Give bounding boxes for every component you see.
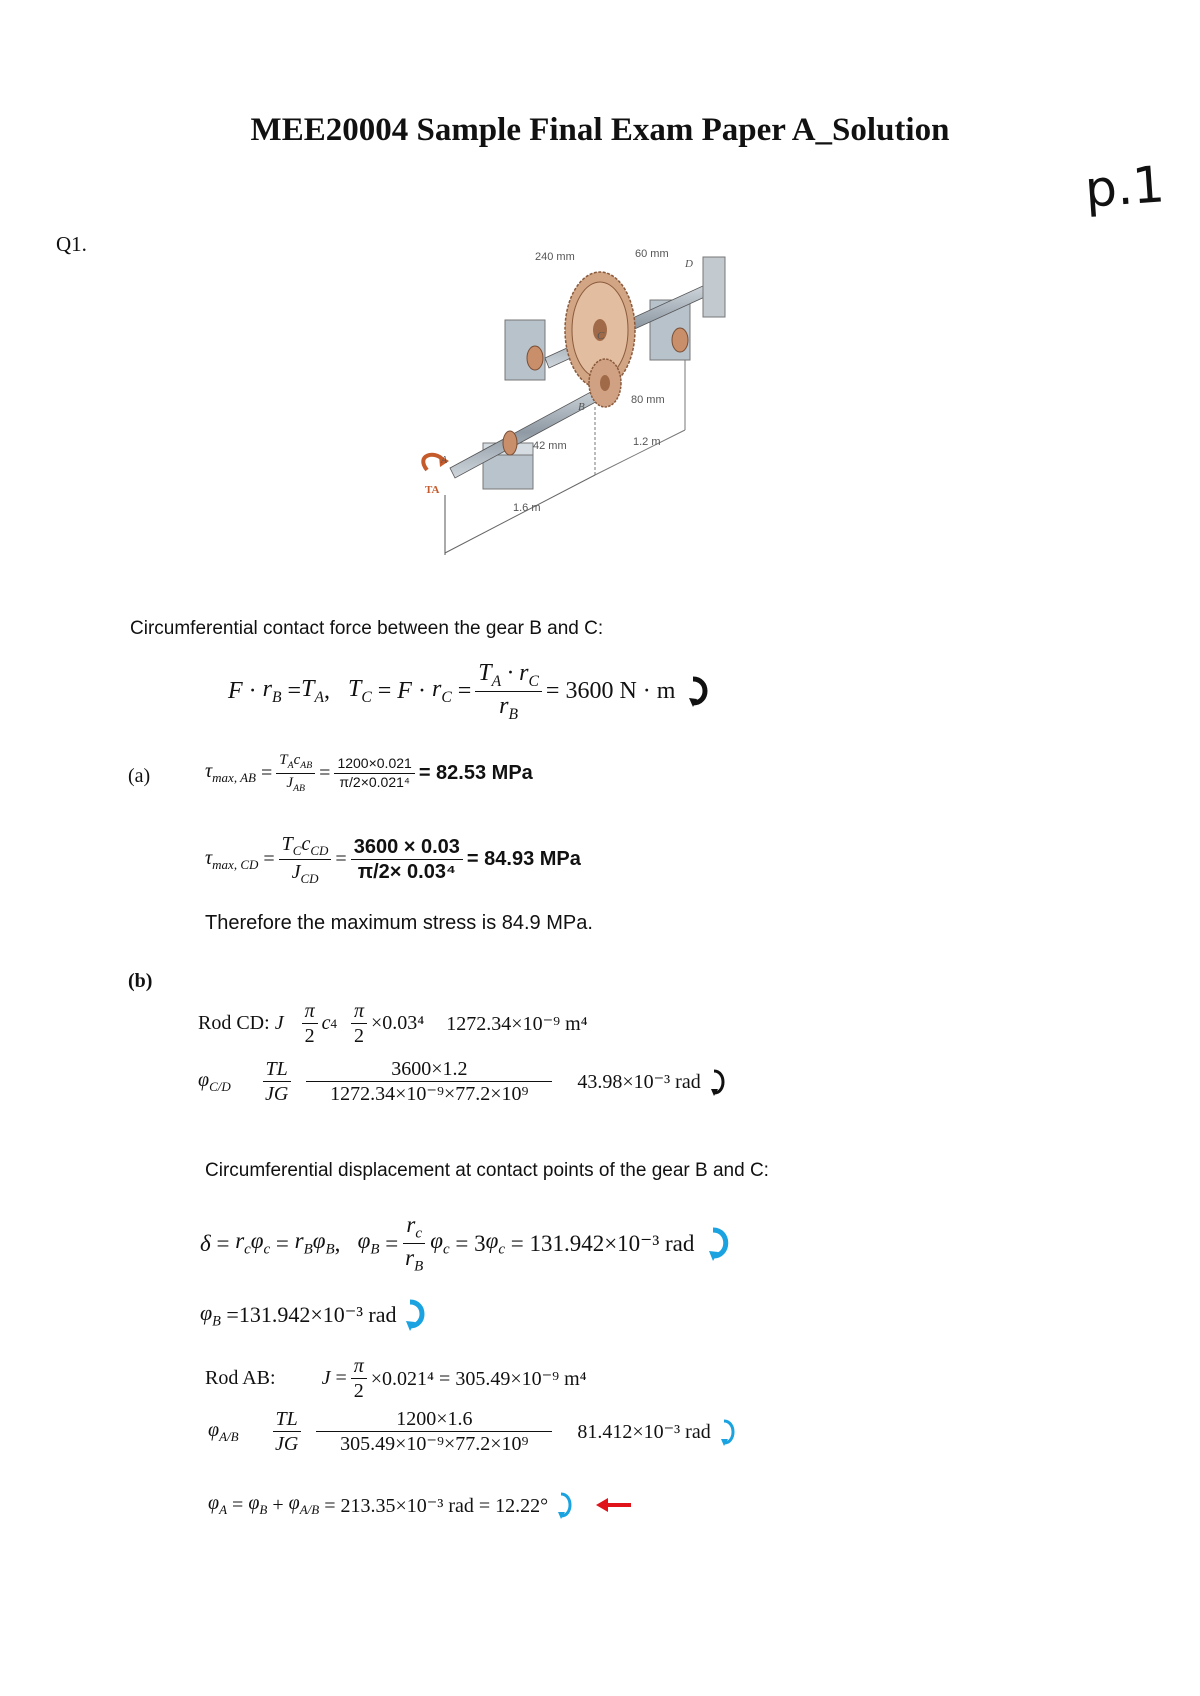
- part-a-label: (a): [128, 765, 151, 787]
- length-12-label: 1.2 m: [633, 436, 661, 448]
- part-b-label: (b): [128, 970, 153, 992]
- rod-ab-j-value: ×0.021⁴ = 305.49×10⁻⁹ m⁴: [370, 1368, 587, 1390]
- phi-cd-numerator: 3600×1.2: [306, 1058, 552, 1082]
- tau-ab-denominator: ×0.021⁴: [360, 773, 410, 790]
- clockwise-arrow-icon: [687, 674, 715, 708]
- phi-b-line: $\varphi_B$ =131.942×10⁻³ rad: [200, 1298, 429, 1332]
- tau-ab-equation: $\tau_{max, AB}$ = $\frac{T_Ac_{AB}}{J_{AB}}$ = $\frac{1200\times 0.021}{\text{π/2×0.021⁴}}$ = 82.53 MPa: [205, 752, 533, 794]
- phi-ab-equation: $\varphi_{A/B}$ $\frac{TL}{JG}$ $\frac{1200\times 1.6}{\text{305.49×10⁻⁹×77.2×10⁹}}$ 81.412×10⁻³ rad: [208, 1408, 739, 1455]
- question-label: Q1.: [56, 232, 87, 256]
- clockwise-arrow-icon: [708, 1226, 734, 1262]
- phi-a-value: = 213.35×10⁻³ rad = 12.22°: [324, 1494, 549, 1517]
- clockwise-arrow-icon: [719, 1417, 739, 1447]
- displacement-heading: Circumferential displacement at contact points of the gear B and C:: [205, 1160, 769, 1181]
- rod-cd-j-expression: ×0.03⁴: [371, 1012, 425, 1034]
- phi-b-value: =131.942×10⁻³ rad: [226, 1302, 397, 1327]
- page-number-handwritten: p.1: [1083, 155, 1167, 219]
- page-title: MEE20004 Sample Final Exam Paper A_Solution: [250, 112, 950, 148]
- point-d-label: D: [685, 258, 693, 270]
- displacement-equation: δ = $r_c\varphi_c$ = $r_B\varphi_B$ , $\varphi_B$ = $\frac{r_c}{r_B}$ $\varphi_c$ = 3 $\varphi_c$ = 131.942×10⁻³ rad: [200, 1212, 734, 1275]
- rod-ab-label: Rod AB:: [205, 1367, 276, 1389]
- phi-ab-value: 81.412×10⁻³ rad: [577, 1421, 711, 1443]
- rod-ab-polar-moment: Rod AB: J = $\frac{\pi}{2}$ ×0.021⁴ = 305.49×10⁻⁹ m⁴: [205, 1355, 587, 1402]
- tau-cd-equation: $\tau_{max, CD}$ = $\frac{T_Cc_{CD}}{J_{CD}}$ = $\frac{3600 \times 0.03}{\text{π/2× 0.03⁴}}$ = 84.93 MPa: [205, 833, 581, 887]
- tau-ab-numerator: 1200×0.021: [334, 756, 414, 773]
- max-stress-conclusion: Therefore the maximum stress is 84.9 MPa.: [205, 912, 593, 934]
- phi-cd-equation: $\varphi_{C/D}$ $\frac{TL}{JG}$ $\frac{3600\times 1.2}{\text{1272.34×10⁻⁹×77.2×10⁹}}$ 43.98×10⁻³ rad: [198, 1058, 729, 1105]
- dim-240-label: 240 mm: [535, 251, 575, 263]
- contact-force-heading: Circumferential contact force between the gear B and C:: [130, 618, 604, 639]
- rod-cd-polar-moment: Rod CD: J $\frac{\pi}{2}$ c 4 $\frac{\pi}{2}$ ×0.03⁴ 1272.34×10⁻⁹ m⁴: [198, 1000, 588, 1047]
- torque-ta-label: TA: [425, 484, 440, 496]
- phi-cd-value: 43.98×10⁻³ rad: [577, 1071, 701, 1093]
- tau-cd-numerator: 3600 × 0.03: [351, 836, 463, 860]
- phi-ab-denominator: 305.49×10⁻⁹×77.2×10⁹: [340, 1433, 529, 1455]
- tau-cd-result: = 84.93 MPa: [466, 848, 581, 871]
- gear-shaft-figure: [395, 248, 805, 610]
- phi-b-equation-value: = 131.942×10⁻³ rad: [510, 1230, 695, 1256]
- dim-80-label: 80 mm: [631, 394, 665, 406]
- length-16-label: 1.6 m: [513, 502, 541, 514]
- rod-cd-j-value: 1272.34×10⁻⁹ m⁴: [446, 1013, 588, 1035]
- phi-ab-numerator: 1200×1.6: [316, 1408, 552, 1432]
- red-answer-arrow-icon: [596, 1497, 632, 1513]
- torque-c-result: = 3600 N · m: [545, 677, 676, 704]
- point-a-label: A: [441, 455, 448, 466]
- clockwise-arrow-icon: [405, 1298, 429, 1332]
- point-b-label: B: [578, 401, 585, 413]
- tau-ab-result: = 82.53 MPa: [418, 761, 533, 784]
- dim-42-label: 42 mm: [533, 440, 567, 452]
- tau-cd-denominator: × 0.03⁴: [389, 861, 456, 884]
- phi-a-result: $\varphi_A$ = $\varphi_B$ + $\varphi_{A/B}$ = 213.35×10⁻³ rad = 12.22°: [208, 1490, 632, 1520]
- clockwise-arrow-icon: [709, 1067, 729, 1097]
- clockwise-arrow-icon: [556, 1490, 576, 1520]
- rod-cd-label: Rod CD:: [198, 1012, 270, 1034]
- dim-60-label: 60 mm: [635, 248, 669, 260]
- point-c-label: C: [597, 330, 605, 342]
- gear-force-equation: F · $r_B$ = $T_A$ , $T_C$ = F · $r_C$ = $\frac{T_A \cdot r_C}{r_B}$ = 3600 N · m: [228, 660, 715, 723]
- phi-cd-denominator: 1272.34×10⁻⁹×77.2×10⁹: [330, 1083, 529, 1105]
